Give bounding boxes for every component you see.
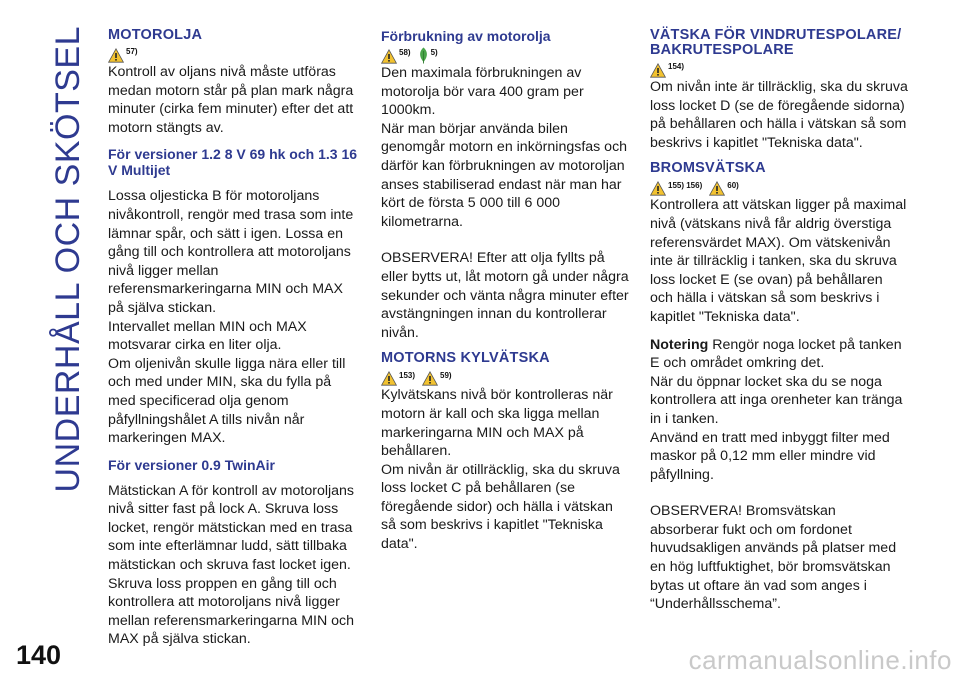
warning-triangle-icon bbox=[381, 49, 397, 64]
paragraph: Kylvätskans nivå bör kontrolleras när motorn är kall och ska ligga mellan markeringarna MIN och MAX på behållaren. bbox=[381, 387, 613, 460]
paragraph: Om nivån inte är tillräcklig, ska du skruva loss locket D (se de föregående sidorna) på behållaren och hälla i vätskan så som beskrivs i kapitlet "Tekniska data". bbox=[650, 79, 908, 151]
warning-triangle-icon bbox=[650, 63, 666, 78]
note-text: Rengör noga locket på tanken E och området omkring det. bbox=[650, 336, 902, 372]
paragraph: Kontroll av oljans nivå måste utföras medan motorn står på plan mark några minuter (cirka fem minuter) efter det att motorn stängts av. bbox=[108, 64, 354, 136]
reference-row bbox=[108, 45, 358, 63]
heading-washer-fluid: VÄTSKA FÖR VINDRUTESPOLARE/ BAKRUTESPOLARE bbox=[650, 27, 902, 58]
column-1 bbox=[108, 28, 358, 649]
reference-row bbox=[650, 178, 908, 196]
paragraph: OBSERVERA! Bromsvätskan absorberar fukt och om fordonet huvudsakligen används på platser med en hög luftfuktighet, bör bromsvätskan bytas ut oftare än vad som anges i “Underhållsschema”. bbox=[650, 503, 897, 613]
column-2 bbox=[381, 28, 631, 554]
paragraph: Intervallet mellan MIN och MAX motsvarar cirka en liter olja. bbox=[108, 318, 307, 354]
subheading-versions-1: För versioner 1.2 8 V 69 hk och 1.3 16 V Multijet bbox=[108, 146, 358, 179]
page-number: 140 bbox=[16, 640, 62, 670]
heading-coolant: MOTORNS KYLVÄTSKA bbox=[381, 350, 550, 367]
paragraph: När du öppnar locket ska du se noga kontrollera att inga orenheter kan tränga in i tanken. bbox=[650, 373, 903, 427]
reference-number: 60) bbox=[727, 180, 739, 190]
reference-row bbox=[381, 46, 631, 64]
side-title-text: UNDERHÅLL OCH SKÖTSEL bbox=[48, 26, 87, 493]
section-side-title bbox=[48, 26, 88, 606]
paragraph: Lossa oljesticka B för motoroljans nivåkontroll, rengör med trasa som inte lämnar spår, och sätt i igen. Lossa en gång till och kontrollera att motoroljans nivå ligger mellan referensmarkeringarna MIN och MAX på själva stickan. bbox=[108, 188, 354, 316]
paragraph: Kontrollera att vätskan ligger på maximal nivå (vätskans nivå får aldrig överstiga referensvärdet MAX). Om vätskenivån inte är tillräcklig i tanken, ska du skruva loss locket E (se ovan) på behållaren och hälla i vätskan så som beskrivs i kapitlet "Tekniska data". bbox=[650, 197, 907, 325]
paragraph: Använd en tratt med inbyggt filter med maskor på 0,12 mm eller mindre vid påfyllning. bbox=[650, 429, 890, 483]
reference-number: 155) 156) bbox=[668, 180, 703, 190]
reference-number: 5) bbox=[430, 48, 438, 58]
paragraph: När man börjar använda bilen genomgår motorn en inkörningsfas och därför kan förbrukningen av motoroljan anses stabiliserad endast när man har kört de första 5 000 till 6 000 kilometrarna. bbox=[381, 120, 628, 230]
warning-triangle-icon bbox=[422, 371, 438, 386]
subheading-versions-2: För versioner 0.9 TwinAir bbox=[108, 456, 276, 473]
reference-row bbox=[650, 60, 908, 78]
paragraph: Om nivån är otillräcklig, ska du skruva loss locket C på behållaren (se föregående sidor) och hälla i vätskan så som beskrivs i kapitlet "Tekniska data". bbox=[381, 461, 620, 553]
warning-triangle-icon bbox=[381, 371, 397, 386]
paragraph: Om oljenivån skulle ligga nära eller till och med under MIN, ska du fylla på med specificerad olja genom påfyllningshålet A tills nivån når markeringen MAX. bbox=[108, 355, 346, 447]
paragraph: OBSERVERA! Efter att olja fyllts på eller bytts ut, låt motorn gå under några sekunder och vänta några minuter efter avstängningen innan du kontrollerar nivån. bbox=[381, 250, 629, 341]
column-3 bbox=[650, 28, 908, 614]
warning-triangle-icon bbox=[650, 181, 666, 196]
note-label: Notering bbox=[650, 336, 709, 353]
paragraph: Mätstickan A för kontroll av motoroljans nivå sitter fast på lock A. Skruva loss locket, rengör mätstickan med en trasa som inte efterlämnar ludd, sätt tillbaka mätstickan och skruva fast locket igen. Skruva loss proppen en gång till och kontrollera att motoroljans nivå ligger mellan referensmarkeringarna MIN och MAX på själva stickan. bbox=[108, 482, 355, 648]
heading-brake-fluid: BROMSVÄTSKA bbox=[650, 160, 766, 177]
reference-number: 154) bbox=[668, 62, 685, 72]
heading-motorolja: MOTOROLJA bbox=[108, 27, 203, 43]
reference-number: 153) bbox=[399, 370, 416, 380]
warning-triangle-icon bbox=[709, 181, 725, 196]
reference-number: 59) bbox=[440, 370, 452, 380]
leaf-icon bbox=[418, 47, 429, 64]
reference-number: 57) bbox=[126, 47, 138, 57]
watermark: carmanualsonline.info bbox=[688, 645, 952, 675]
warning-triangle-icon bbox=[108, 48, 124, 63]
reference-row bbox=[381, 368, 631, 386]
reference-number: 58) bbox=[399, 48, 411, 58]
paragraph: Den maximala förbrukningen av motorolja bör vara 400 gram per 1000km. bbox=[381, 65, 584, 119]
note-paragraph bbox=[650, 336, 908, 373]
subheading-oil-consumption: Förbrukning av motorolja bbox=[381, 28, 551, 44]
